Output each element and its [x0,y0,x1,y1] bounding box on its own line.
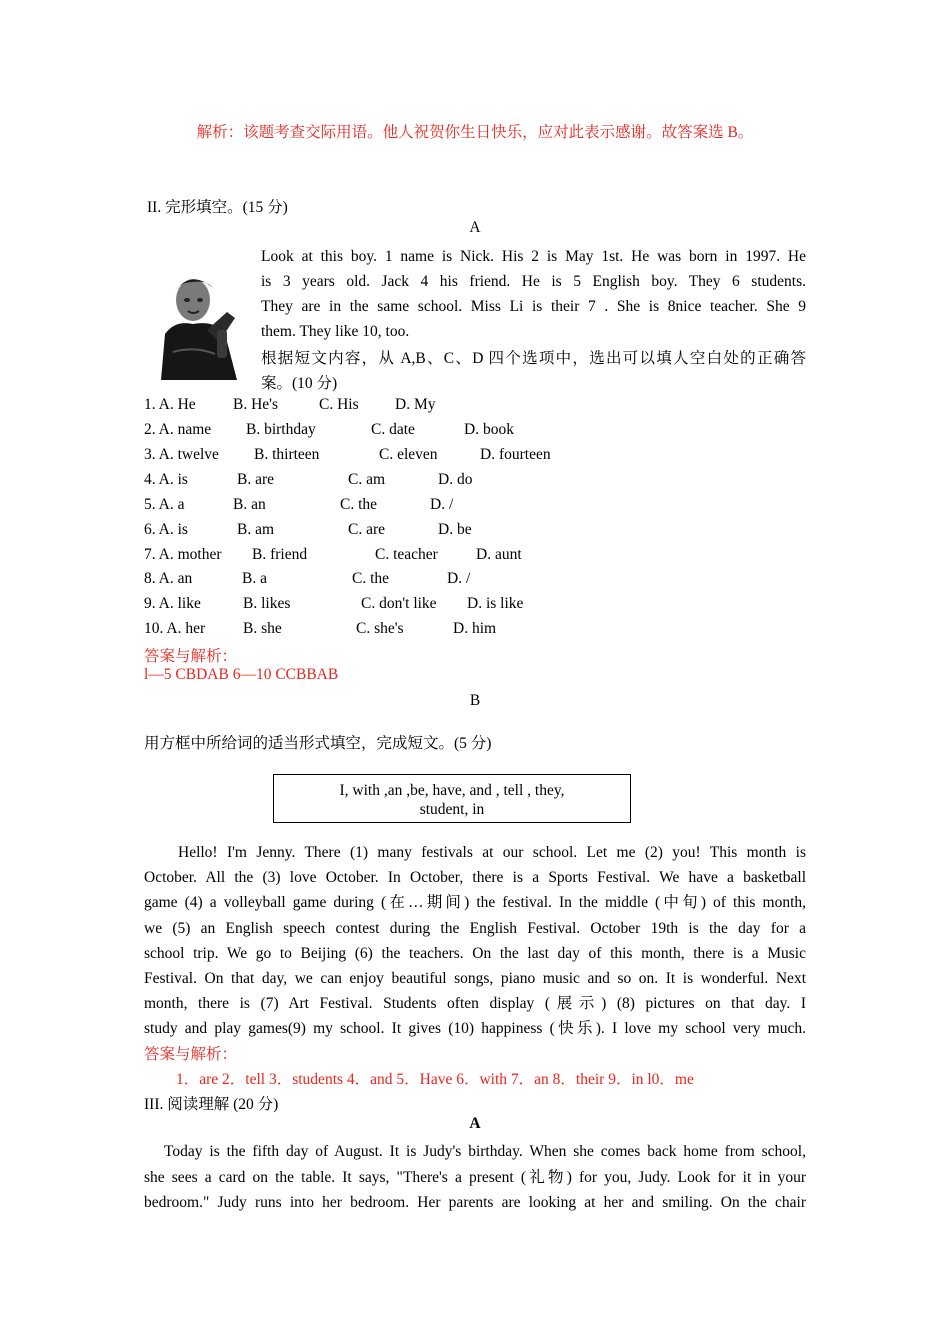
option-c: C. eleven [379,446,438,463]
option-c: C. don't like [361,595,437,612]
option-c: C. she's [356,620,404,637]
option-b: B. thirteen [254,446,320,463]
option-a: 9. A. like [144,595,201,612]
option-b: B. are [237,471,275,488]
option-b: B. likes [243,595,291,612]
word-box-line: student, in [419,801,485,818]
passage-a-line: They are in the same school. Miss Li is their 7 . She is 8nice teacher. She 9 [261,298,806,315]
answer-text: l—5 CBDAB 6—10 CCBBAB [144,666,339,683]
option-b: B. friend [252,546,308,563]
option-a: 6. A. is [144,521,188,538]
option-b: B. He's [233,396,278,413]
analysis-note: 解析：该题考查交际用语。他人祝贺你生日快乐，应对此表示感谢。故答案选 B。 [196,124,754,141]
option-d: D. is like [467,595,524,612]
option-b: B. am [237,521,275,538]
option-c: C. His [319,396,359,413]
passage-b-line: month, there is (7) Art Festival. Students often display (展示) (8) pictures on that day. I [144,995,806,1013]
passage-b-line: study and play games(9) my school. It gives (10) happiness (快乐). I love my school very much. [144,1020,806,1038]
passage-b-line: we (5) an English speech contest during the English Festival. October 19th is the day for a [144,919,806,937]
option-d: D. him [453,620,497,637]
option-a: 1. A. He [144,396,196,413]
word-box [273,774,631,823]
instruction-line: 根据短文内容，从 A,B、C、D 四个选项中，选出可以填人空白处的正确答 [261,350,806,367]
option-d: D. do [438,471,473,488]
section-2-title: II. 完形填空。(15 分) [147,199,288,216]
option-b: B. birthday [246,421,316,438]
option-c: C. date [371,421,415,438]
passage-a [261,244,806,396]
passage-b-line: Festival. On that day, we can enjoy beautiful songs, piano music and so on. It is wonderful. Next [144,970,806,988]
passage-a-line: them. They like 10, too. [261,323,410,340]
option-b: B. she [243,620,282,637]
passage-a-line: is 3 years old. Jack 4 his friend. He is 5 English boy. They 6 students. [261,273,806,290]
word-box-line: I, with ,an ,be, have, and , tell , they, [339,782,565,799]
passage-b-line: October. All the (3) love October. In October, there is a Sports Festival. We have a basketball [144,869,806,887]
option-d: D. fourteen [480,446,551,463]
instruction-line: 案。(10 分) [261,375,338,392]
answer-b-text: 1．are 2．tell 3．students 4．and 5．Have 6．with 7．an 8．their 9．in l0．me [176,1071,694,1088]
option-c: C. the [352,570,390,587]
option-c: C. the [340,496,378,513]
part-b-instruction: 用方框中所给词的适当形式填空，完成短文。(5 分) [144,735,492,752]
option-c: C. are [348,521,386,538]
option-d: D. book [464,421,514,438]
part-a-label: A [469,219,481,236]
passage-a-line: Look at this boy. 1 name is Nick. His 2 is May 1st. He was born in 1997. He [261,248,806,265]
option-a: 3. A. twelve [144,446,219,463]
option-b: B. an [233,496,266,513]
reading-line: she sees a card on the table. It says, "There's a present (礼物) for you, Judy. Look for it in your [144,1168,806,1186]
option-a: 2. A. name [144,421,212,438]
option-a: 8. A. an [144,570,193,587]
option-a: 10. A. her [144,620,206,637]
passage-b-line: Hello! I'm Jenny. There (1) many festivals at our school. Let me (2) you! This month is [178,844,806,861]
reading-passage [144,1139,806,1216]
part-b-label: B [469,692,481,709]
option-d: D. / [430,496,454,513]
reading-line: bedroom." Judy runs into her bedroom. Her parents are looking at her and smiling. On the chair [144,1194,806,1211]
option-a: 4. A. is [144,471,188,488]
option-d: D. aunt [476,546,522,563]
answer-label: 答案与解析： [144,648,238,665]
passage-b-line: game (4) a volleyball game during (在…期间) the festival. In the middle (中旬) of this month, [144,894,806,912]
option-b: B. a [242,570,267,587]
option-d: D. / [447,570,471,587]
section-3-part-a-label: A [469,1115,481,1132]
reading-line: Today is the fifth day of August. It is Judy's birthday. When she comes back home from school, [164,1143,806,1160]
boy-photo [155,272,243,380]
answer-b-label: 答案与解析： [144,1046,238,1063]
passage-b [144,840,806,1042]
passage-b-line: school trip. We go to Beijing (6) the teachers. On the last day of this month, there is a Music [144,944,806,962]
section-3-title: III. 阅读理解 (20 分) [144,1096,279,1113]
option-d: D. My [395,396,436,413]
option-a: 5. A. a [144,496,185,513]
option-a: 7. A. mother [144,546,222,563]
option-c: C. am [348,471,386,488]
option-d: D. be [438,521,472,538]
option-c: C. teacher [375,546,438,563]
